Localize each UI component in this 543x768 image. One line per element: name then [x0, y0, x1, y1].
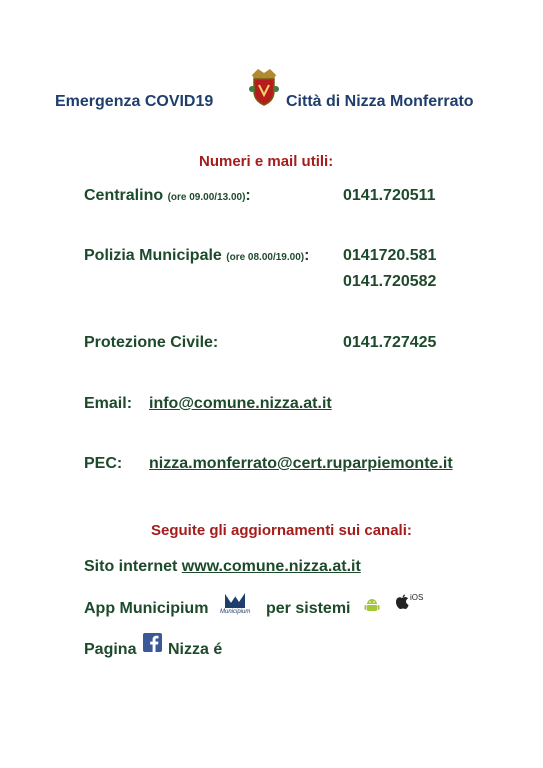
polizia-number-1: 0141720.581 — [343, 247, 437, 264]
polizia-hours: (ore 08.00/19.00) — [226, 252, 305, 263]
centralino-colon: : — [245, 187, 251, 204]
email-link[interactable]: info@comune.nizza.at.it — [149, 395, 332, 412]
email-label: Email: — [84, 395, 133, 412]
centralino-hours: (ore 09.00/13.00) — [167, 192, 246, 203]
website-row — [84, 558, 361, 576]
pec-link[interactable]: nizza.monferrato@cert.ruparpiemonte.it — [149, 455, 453, 472]
header-left-title: Emergenza COVID19 — [55, 93, 214, 110]
polizia-row — [84, 247, 309, 265]
website-link[interactable]: www.comune.nizza.at.it — [181, 558, 361, 575]
android-icon[interactable] — [364, 597, 380, 613]
page-suffix: Nizza é — [168, 641, 223, 658]
centralino-number: 0141.720511 — [343, 187, 436, 204]
centralino-label: Centralino — [84, 187, 164, 204]
header-right-title: Città di Nizza Monferrato — [286, 93, 474, 110]
facebook-icon[interactable] — [143, 633, 162, 652]
polizia-colon: : — [304, 247, 310, 264]
apple-ios-icon[interactable] — [395, 592, 425, 612]
municipium-logo-icon[interactable] — [215, 590, 255, 620]
pec-label: PEC: — [84, 455, 123, 472]
protezione-label: Protezione Civile: — [84, 334, 219, 351]
ios-label: iOS — [410, 593, 424, 602]
website-label: Sito internet — [84, 558, 178, 575]
polizia-number-2: 0141.720582 — [343, 273, 437, 290]
centralino-row — [84, 187, 251, 205]
systems-label: per sistemi — [266, 600, 351, 617]
municipium-logo-text: Municipium — [220, 609, 251, 615]
page-label: Pagina — [84, 641, 137, 658]
protezione-number: 0141.727425 — [343, 334, 437, 351]
channels-heading: Seguite gli aggiornamenti sui canali: — [151, 522, 412, 539]
coat-of-arms-icon — [248, 67, 280, 107]
contacts-heading: Numeri e mail utili: — [199, 153, 334, 170]
polizia-label: Polizia Municipale — [84, 247, 222, 264]
app-label: App Municipium — [84, 600, 209, 617]
